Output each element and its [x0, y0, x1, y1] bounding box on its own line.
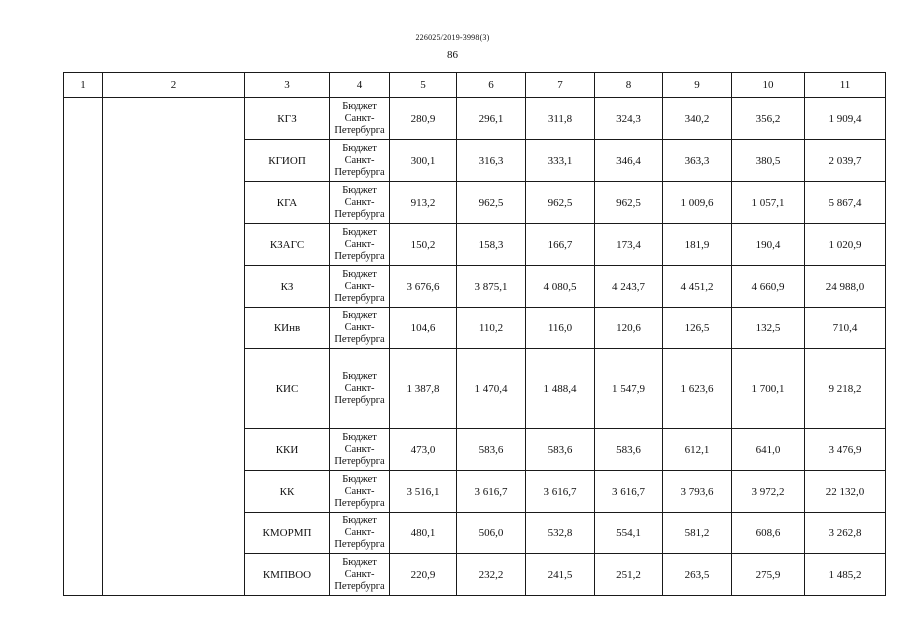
value-cell-v10: 3 972,2: [732, 471, 805, 513]
agency-cell: ККИ: [245, 429, 330, 471]
value-cell-v9: 126,5: [663, 308, 732, 349]
value-cell-v11: 1 020,9: [805, 224, 886, 266]
value-cell-v10: 190,4: [732, 224, 805, 266]
value-cell-v11: 1 909,4: [805, 98, 886, 140]
funding-source-cell: Бюджет Санкт- Петербурга: [330, 182, 390, 224]
value-cell-v6: 962,5: [457, 182, 526, 224]
column-header-8: 8: [595, 73, 663, 98]
funding-source-cell: Бюджет Санкт- Петербурга: [330, 513, 390, 554]
value-cell-v8: 173,4: [595, 224, 663, 266]
value-cell-v11: 2 039,7: [805, 140, 886, 182]
value-cell-v11: 1 485,2: [805, 554, 886, 596]
value-cell-v9: 3 793,6: [663, 471, 732, 513]
value-cell-v7: 1 488,4: [526, 349, 595, 429]
value-cell-v10: 1 057,1: [732, 182, 805, 224]
funding-source-cell: Бюджет Санкт- Петербурга: [330, 266, 390, 308]
table-header-row: [64, 73, 886, 98]
column-header-9: 9: [663, 73, 732, 98]
value-cell-v10: 132,5: [732, 308, 805, 349]
value-cell-v8: 120,6: [595, 308, 663, 349]
value-cell-v7: 583,6: [526, 429, 595, 471]
value-cell-v8: 4 243,7: [595, 266, 663, 308]
value-cell-v7: 3 616,7: [526, 471, 595, 513]
agency-cell: КК: [245, 471, 330, 513]
value-cell-v7: 4 080,5: [526, 266, 595, 308]
value-cell-v5: 300,1: [390, 140, 457, 182]
column-header-2: 2: [103, 73, 245, 98]
value-cell-v8: 962,5: [595, 182, 663, 224]
column-header-11: 11: [805, 73, 886, 98]
value-cell-v10: 641,0: [732, 429, 805, 471]
column-header-5: 5: [390, 73, 457, 98]
value-cell-v5: 473,0: [390, 429, 457, 471]
value-cell-v6: 110,2: [457, 308, 526, 349]
agency-cell: КГА: [245, 182, 330, 224]
column-header-3: 3: [245, 73, 330, 98]
budget-table: [63, 72, 886, 596]
column-header-1: 1: [64, 73, 103, 98]
value-cell-v5: 220,9: [390, 554, 457, 596]
value-cell-v6: 296,1: [457, 98, 526, 140]
value-cell-v5: 3 516,1: [390, 471, 457, 513]
value-cell-v7: 166,7: [526, 224, 595, 266]
value-cell-v10: 356,2: [732, 98, 805, 140]
empty-cell-col2: [103, 98, 245, 596]
funding-source-cell: Бюджет Санкт- Петербурга: [330, 349, 390, 429]
value-cell-v6: 3 616,7: [457, 471, 526, 513]
value-cell-v5: 913,2: [390, 182, 457, 224]
value-cell-v9: 4 451,2: [663, 266, 732, 308]
value-cell-v5: 1 387,8: [390, 349, 457, 429]
value-cell-v8: 346,4: [595, 140, 663, 182]
column-header-6: 6: [457, 73, 526, 98]
agency-cell: КЗ: [245, 266, 330, 308]
table-body: [64, 73, 886, 596]
value-cell-v10: 275,9: [732, 554, 805, 596]
funding-source-cell: Бюджет Санкт- Петербурга: [330, 98, 390, 140]
funding-source-cell: Бюджет Санкт- Петербурга: [330, 140, 390, 182]
value-cell-v9: 363,3: [663, 140, 732, 182]
table-row: [64, 98, 886, 140]
value-cell-v5: 280,9: [390, 98, 457, 140]
value-cell-v9: 1 623,6: [663, 349, 732, 429]
value-cell-v6: 158,3: [457, 224, 526, 266]
value-cell-v10: 1 700,1: [732, 349, 805, 429]
value-cell-v6: 232,2: [457, 554, 526, 596]
column-header-10: 10: [732, 73, 805, 98]
value-cell-v9: 612,1: [663, 429, 732, 471]
value-cell-v10: 4 660,9: [732, 266, 805, 308]
value-cell-v7: 241,5: [526, 554, 595, 596]
value-cell-v7: 962,5: [526, 182, 595, 224]
value-cell-v7: 311,8: [526, 98, 595, 140]
value-cell-v8: 3 616,7: [595, 471, 663, 513]
value-cell-v9: 340,2: [663, 98, 732, 140]
value-cell-v11: 24 988,0: [805, 266, 886, 308]
page-number: 86: [447, 49, 458, 61]
value-cell-v8: 324,3: [595, 98, 663, 140]
value-cell-v8: 583,6: [595, 429, 663, 471]
agency-cell: КИнв: [245, 308, 330, 349]
funding-source-cell: Бюджет Санкт- Петербурга: [330, 471, 390, 513]
funding-source-cell: Бюджет Санкт- Петербурга: [330, 224, 390, 266]
value-cell-v5: 3 676,6: [390, 266, 457, 308]
value-cell-v7: 532,8: [526, 513, 595, 554]
agency-cell: КЗАГС: [245, 224, 330, 266]
value-cell-v5: 480,1: [390, 513, 457, 554]
agency-cell: КМПВОО: [245, 554, 330, 596]
value-cell-v9: 1 009,6: [663, 182, 732, 224]
empty-cell-col1: [64, 98, 103, 596]
value-cell-v9: 181,9: [663, 224, 732, 266]
value-cell-v7: 116,0: [526, 308, 595, 349]
value-cell-v6: 1 470,4: [457, 349, 526, 429]
value-cell-v9: 581,2: [663, 513, 732, 554]
value-cell-v7: 333,1: [526, 140, 595, 182]
value-cell-v6: 3 875,1: [457, 266, 526, 308]
agency-cell: КГЗ: [245, 98, 330, 140]
value-cell-v9: 263,5: [663, 554, 732, 596]
value-cell-v11: 5 867,4: [805, 182, 886, 224]
value-cell-v10: 380,5: [732, 140, 805, 182]
value-cell-v8: 1 547,9: [595, 349, 663, 429]
agency-cell: КГИОП: [245, 140, 330, 182]
value-cell-v6: 316,3: [457, 140, 526, 182]
document-id: 226025/2019-3998(3): [415, 33, 490, 42]
agency-cell: КМОРМП: [245, 513, 330, 554]
value-cell-v8: 554,1: [595, 513, 663, 554]
column-header-4: 4: [330, 73, 390, 98]
value-cell-v5: 104,6: [390, 308, 457, 349]
value-cell-v5: 150,2: [390, 224, 457, 266]
funding-source-cell: Бюджет Санкт- Петербурга: [330, 554, 390, 596]
value-cell-v11: 22 132,0: [805, 471, 886, 513]
funding-source-cell: Бюджет Санкт- Петербурга: [330, 308, 390, 349]
value-cell-v10: 608,6: [732, 513, 805, 554]
column-header-7: 7: [526, 73, 595, 98]
value-cell-v8: 251,2: [595, 554, 663, 596]
funding-source-cell: Бюджет Санкт- Петербурга: [330, 429, 390, 471]
value-cell-v11: 9 218,2: [805, 349, 886, 429]
value-cell-v6: 506,0: [457, 513, 526, 554]
value-cell-v11: 3 476,9: [805, 429, 886, 471]
value-cell-v6: 583,6: [457, 429, 526, 471]
value-cell-v11: 710,4: [805, 308, 886, 349]
value-cell-v11: 3 262,8: [805, 513, 886, 554]
agency-cell: КИС: [245, 349, 330, 429]
